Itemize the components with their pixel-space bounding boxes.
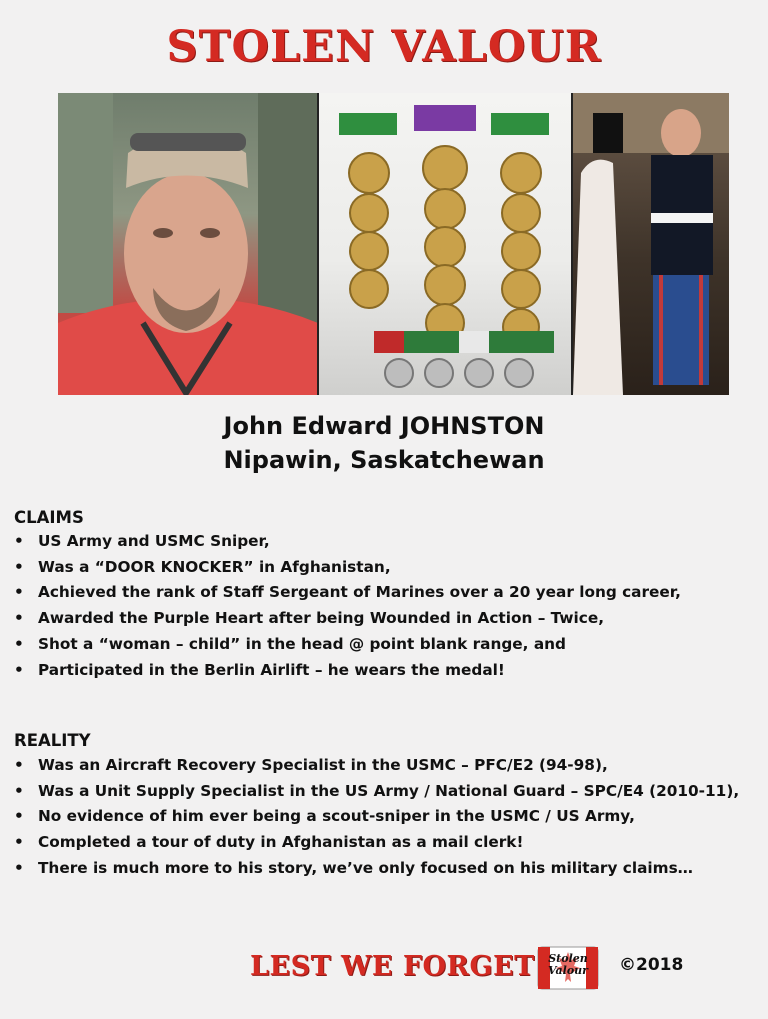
subject-location: Nipawin, Saskatchewan (223, 446, 545, 474)
claim-item: • Participated in the Berlin Airlift – he wears the medal! (14, 658, 681, 684)
reality-heading: REALITY (14, 731, 91, 750)
footer-slogan: LEST WE FORGET (250, 951, 535, 982)
reality-item: • Completed a tour of duty in Afghanistan as a mail clerk! (14, 830, 739, 856)
stolen-valour-logo (537, 946, 599, 990)
claim-item: • Achieved the rank of Staff Sergeant of Marines over a 20 year long career, (14, 580, 681, 606)
medals-photo (317, 93, 573, 395)
claims-heading: CLAIMS (14, 508, 84, 527)
reality-list (14, 753, 739, 882)
reality-item: • No evidence of him ever being a scout-sniper in the USMC / US Army, (14, 804, 739, 830)
reality-item: • Was an Aircraft Recovery Specialist in the USMC – PFC/E2 (94-98), (14, 753, 739, 779)
portrait-photo (58, 93, 317, 395)
photo-strip (58, 93, 729, 395)
claim-item: • Awarded the Purple Heart after being Wounded in Action – Twice, (14, 606, 681, 632)
wedding-photo (573, 93, 729, 395)
poster-title: STOLEN VALOUR (166, 22, 602, 72)
reality-item: • Was a Unit Supply Specialist in the US Army / National Guard – SPC/E4 (2010-11), (14, 779, 739, 805)
claim-item: • Was a “DOOR KNOCKER” in Afghanistan, (14, 555, 681, 581)
subject-name: John Edward JOHNSTON (223, 412, 545, 440)
claim-item: • US Army and USMC Sniper, (14, 529, 681, 555)
logo-text: Stolen Valour (548, 952, 588, 977)
claims-list (14, 529, 681, 683)
subject-identity (0, 409, 768, 477)
copyright-notice: ©2018 (619, 955, 684, 975)
claim-item: • Shot a “woman – child” in the head @ point blank range, and (14, 632, 681, 658)
reality-item: • There is much more to his story, we’ve only focused on his military claims… (14, 856, 739, 882)
